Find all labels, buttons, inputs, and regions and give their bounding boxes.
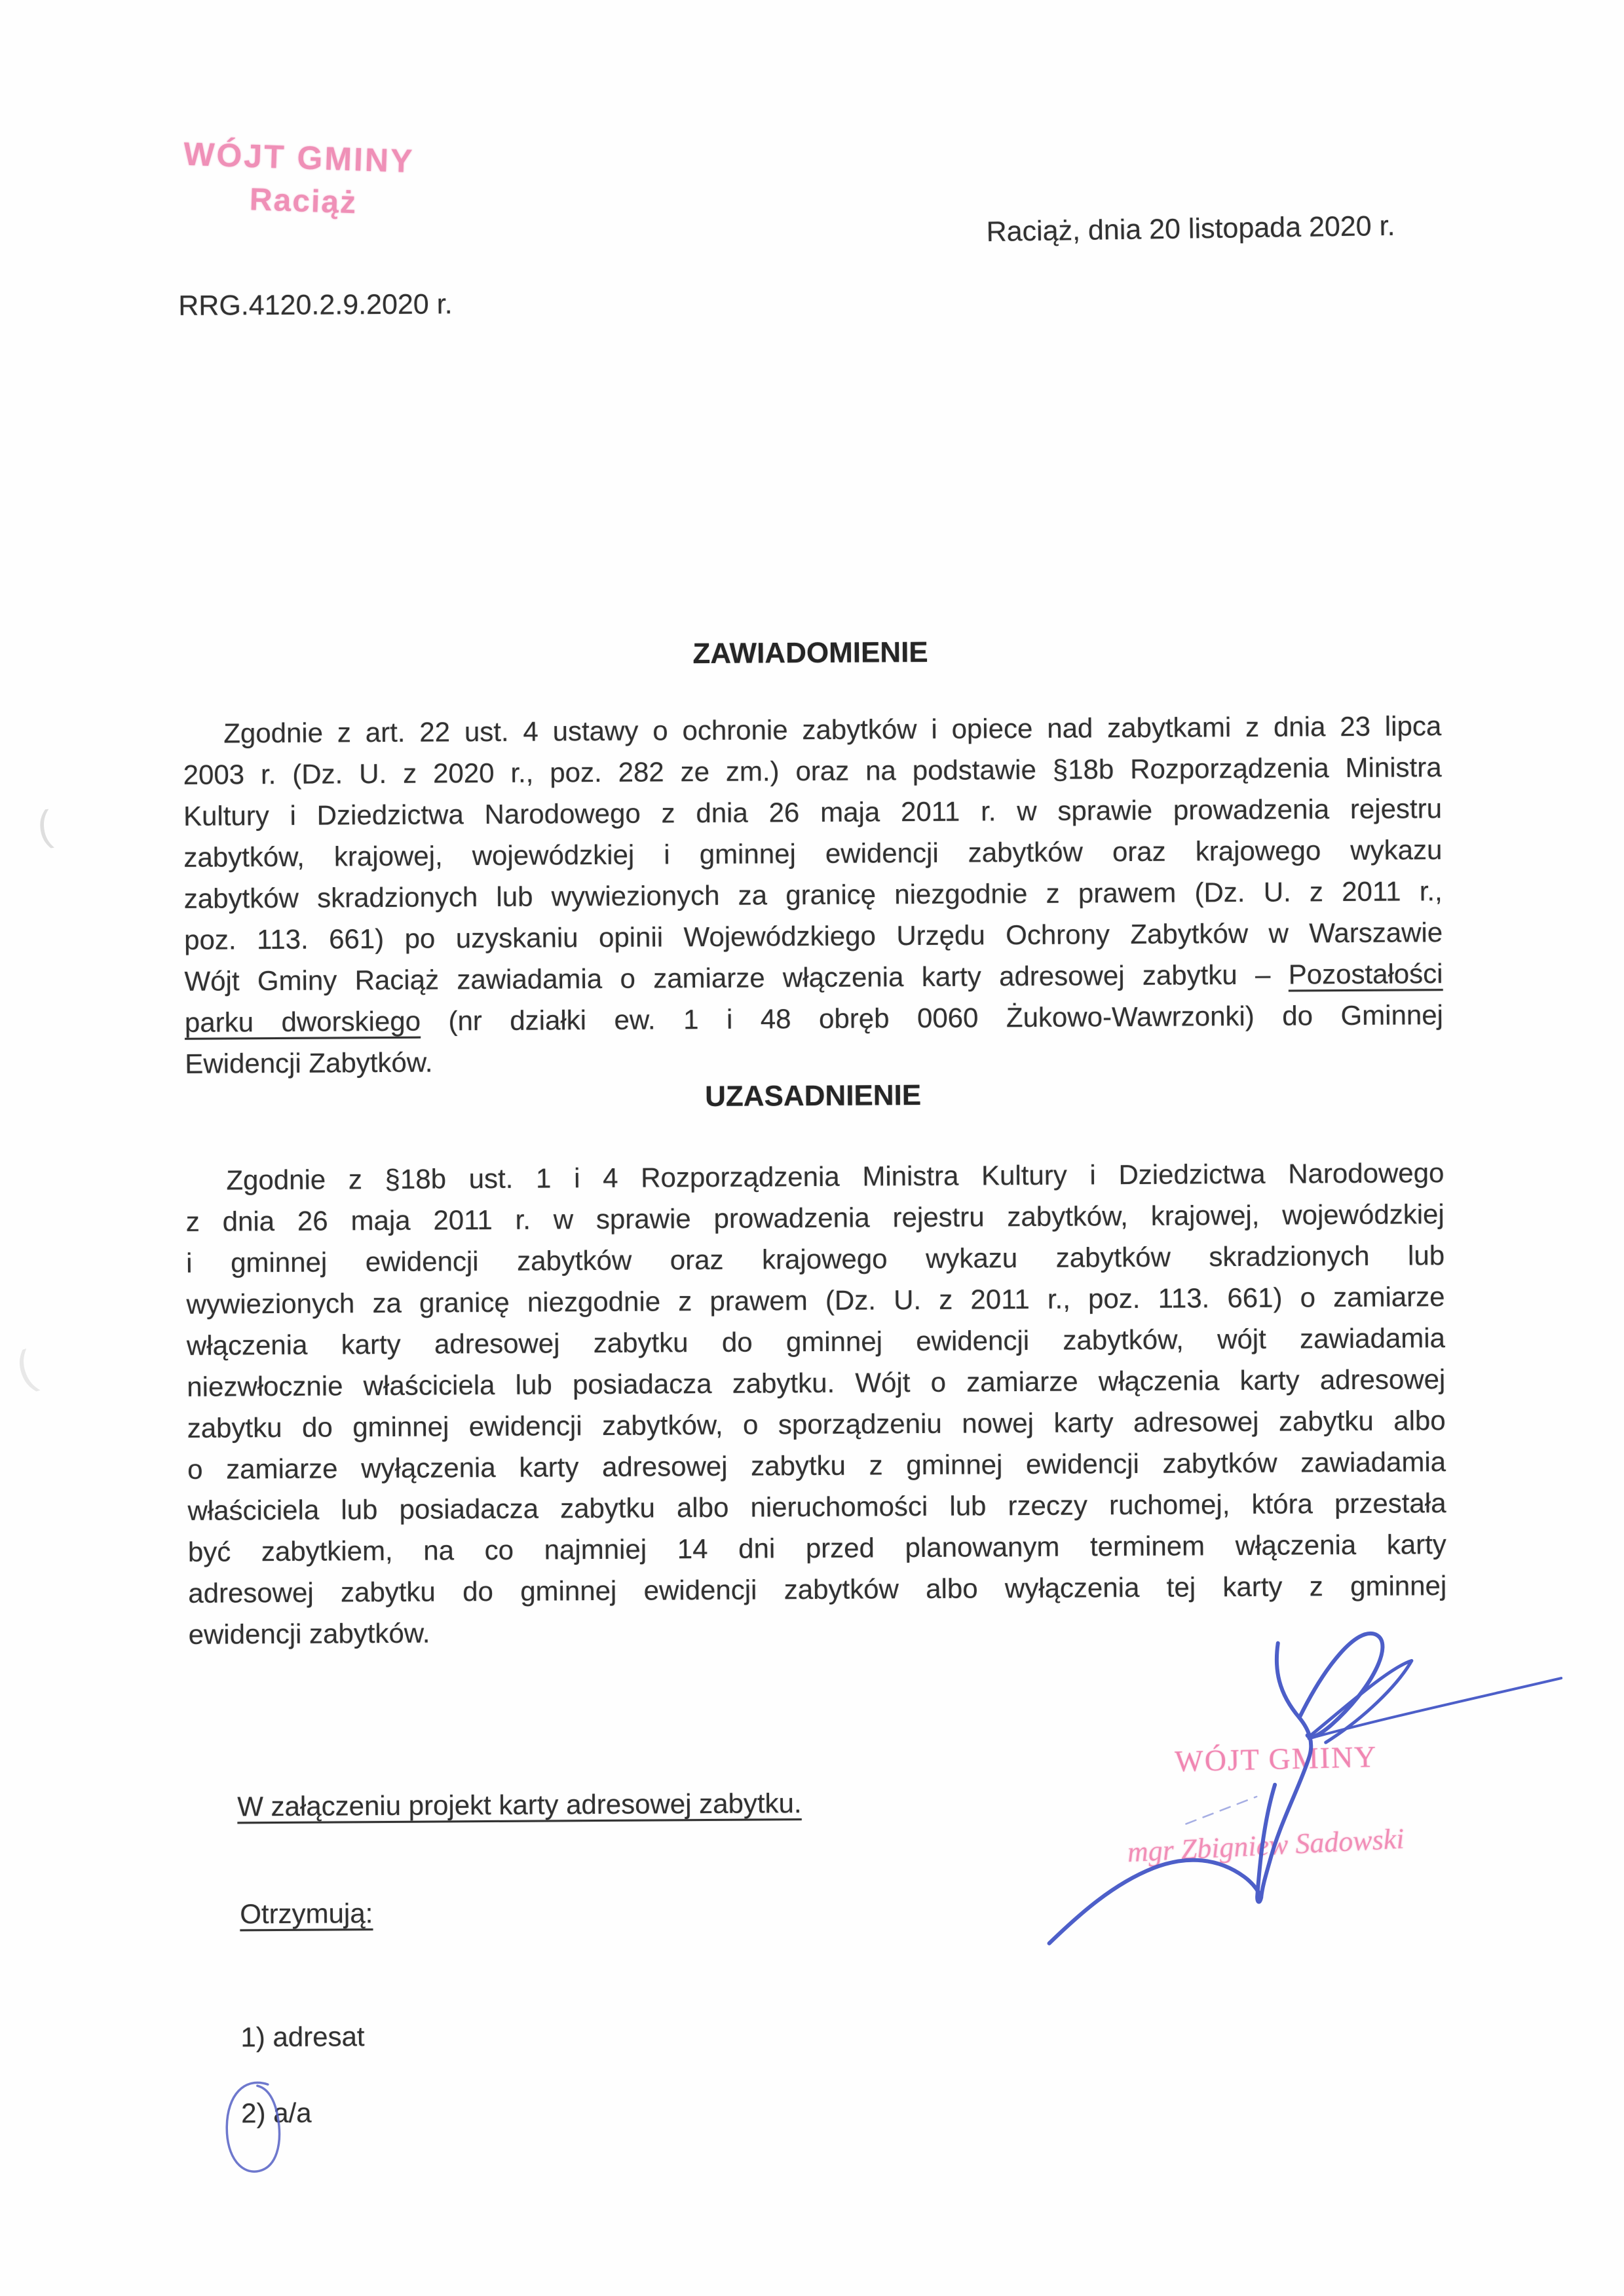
text-segment: 2003 r. (Dz. U. z 2020 r., poz. 282 ze zm.) oraz na podstawie §18b Rozporządzenia Ministra <box>183 752 1442 790</box>
text-line <box>187 1317 1445 1366</box>
text-line <box>186 1234 1445 1284</box>
justification-paragraph <box>185 1152 1447 1655</box>
text-line <box>183 829 1442 878</box>
text-line <box>184 911 1443 961</box>
text-segment: (nr działki ew. 1 i 48 obręb 0060 Żukowo-Wawrzonki) do Gminnej <box>420 999 1444 1037</box>
text-segment: zabytku do gminnej ewidencji zabytków, o sporządzeniu nowej karty adresowej zabytku albo <box>187 1405 1446 1444</box>
text-segment: niezwłocznie właściciela lub posiadacza zabytku. Wójt o zamiarze włączenia karty adresowej <box>187 1364 1446 1402</box>
text-line <box>183 705 1441 754</box>
underlined-text: parku dworskiego <box>184 1005 421 1038</box>
notice-heading: ZAWIADOMIENIE <box>692 636 928 670</box>
text-line <box>184 953 1443 1002</box>
text-segment: poz. 113. 661) po uzyskaniu opinii Wojewódzkiego Urzędu Ochrony Zabytków w Warszawie <box>184 917 1443 955</box>
underlined-text: Pozostałości <box>1288 958 1443 990</box>
signatory-name-stamp: mgr Zbigniew Sadowski <box>1126 1822 1405 1869</box>
text-line <box>186 1193 1445 1242</box>
text-segment: ewidencji zabytków. <box>188 1617 430 1650</box>
distribution-item-file-copy: 2) a/a <box>240 2097 312 2129</box>
text-segment: wywiezionych za granicę niezgodnie z prawem (Dz. U. z 2011 r., poz. 113. 661) o zamiarze <box>186 1281 1445 1320</box>
pen-circle-annotation <box>214 2071 293 2183</box>
text-segment: właściciela lub posiadacza zabytku albo nieruchomości lub rzeczy ruchomej, która przestała <box>187 1487 1446 1526</box>
sender-stamp-town: Raciąż <box>249 182 358 221</box>
text-segment: być zabytkiem, na co najmniej 14 dni przed planowanym terminem włączenia karty <box>187 1529 1446 1567</box>
text-line <box>187 1441 1446 1490</box>
text-line <box>186 1276 1445 1325</box>
scan-artifact: ( <box>33 801 55 851</box>
notice-paragraph <box>183 705 1443 1084</box>
text-line <box>187 1482 1446 1531</box>
scan-artifact: ( <box>9 1341 41 1396</box>
signatory-title-stamp: WÓJT GMINY <box>1174 1740 1378 1778</box>
text-segment: Zgodnie z art. 22 ust. 4 ustawy o ochronie zabytków i opiece nad zabytkami z dnia 23 lipca <box>223 710 1442 749</box>
text-segment: zabytków skradzionych lub wywiezionych za granicę niezgodnie z prawem (Dz. U. z 2011 r., <box>183 875 1443 914</box>
text-segment: i gminnej ewidencji zabytków oraz krajowego wykazu zabytków skradzionych lub <box>186 1240 1445 1278</box>
text-segment: Zgodnie z §18b ust. 1 i 4 Rozporządzenia Ministra Kultury i Dziedzictwa Narodowego <box>226 1157 1445 1196</box>
text-segment: z dnia 26 maja 2011 r. w sprawie prowadzenia rejestru zabytków, krajowej, wojewódzkiej <box>185 1198 1445 1237</box>
text-segment: o zamiarze wyłączenia karty adresowej zabytku z gminnej ewidencji zabytków zawiadamia <box>187 1446 1446 1485</box>
text-line <box>185 1152 1444 1201</box>
text-segment: Kultury i Dziedzictwa Narodowego z dnia 26 maja 2011 r. w sprawie prowadzenia rejestru <box>183 793 1443 832</box>
text-line <box>184 870 1443 919</box>
text-segment: Ewidencji Zabytków. <box>185 1046 433 1079</box>
text-line <box>187 1358 1445 1407</box>
text-line <box>185 994 1443 1043</box>
attachment-note: W załączeniu projekt karty adresowej zabytku. <box>237 1788 802 1822</box>
reference-number: RRG.4120.2.9.2020 r. <box>178 288 453 322</box>
text-line <box>183 746 1441 795</box>
justification-heading: UZASADNIENIE <box>704 1079 922 1113</box>
distribution-item-addressee: 1) adresat <box>240 2021 365 2053</box>
text-line <box>187 1400 1446 1449</box>
text-segment: adresowej zabytku do gminnej ewidencji zabytków albo wyłączenia tej karty z gminnej <box>188 1570 1447 1609</box>
sender-stamp-title: WÓJT GMINY <box>183 135 415 180</box>
sender-ink-stamp <box>181 135 459 224</box>
distribution-label: Otrzymują: <box>240 1898 373 1930</box>
text-segment: włączenia karty adresowej zabytku do gminnej ewidencji zabytków, wójt zawiadamia <box>186 1322 1446 1361</box>
handwritten-signature-ink <box>1013 1588 1592 1971</box>
text-line <box>183 788 1442 837</box>
text-segment: zabytków, krajowej, wojewódzkiej i gminnej ewidencji zabytków oraz krajowego wykazu <box>183 834 1443 873</box>
date-line: Raciąż, dnia 20 listopada 2020 r. <box>986 210 1395 248</box>
text-segment: Wójt Gminy Raciąż zawiadamia o zamiarze włączenia karty adresowej zabytku – <box>184 959 1289 997</box>
text-line <box>188 1523 1446 1573</box>
